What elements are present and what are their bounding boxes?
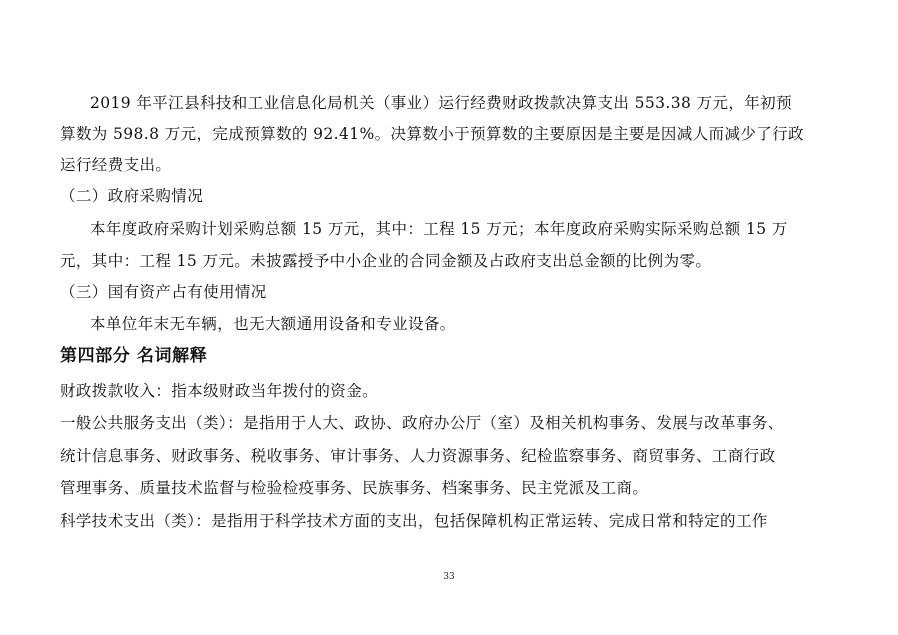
- subheading-government-procurement: （二）政府采购情况: [60, 187, 204, 205]
- part-four-heading: 第四部分 名词解释: [60, 346, 208, 366]
- definition-public-services-line-3: 管理事务、质量技术监督与检验检疫事务、民族事务、档案事务、民主党派及工商。: [60, 479, 649, 497]
- paragraph-2-line-1: 本年度政府采购计划采购总额 15 万元，其中：工程 15 万元；本年度政府采购实际采购总额 15 万: [90, 220, 788, 238]
- paragraph-3-line-1: 本单位年末无车辆，也无大额通用设备和专业设备。: [90, 315, 456, 333]
- definition-public-services-line-1: 一般公共服务支出（类）：是指用于人大、政协、政府办公厅（室）及相关机构事务、发展与改革事务、: [60, 414, 784, 432]
- paragraph-1-line-1: 2019 年平江县科技和工业信息化局机关（事业）运行经费财政拨款决算支出 553.38 万元，年初预: [90, 94, 792, 112]
- paragraph-1-line-3: 运行经费支出。: [60, 156, 172, 174]
- definition-public-services-line-2: 统计信息事务、财政事务、税收事务、审计事务、人力资源事务、纪检监察事务、商贸事务、工商行政: [60, 447, 776, 465]
- page-number: 33: [443, 572, 455, 582]
- definition-science-tech-line-1: 科学技术支出（类）：是指用于科学技术方面的支出，包括保障机构正常运转、完成日常和特定的工作: [60, 512, 768, 530]
- definition-fiscal-appropriation: 财政拨款收入：指本级财政当年拨付的资金。: [60, 382, 379, 400]
- paragraph-1-line-2: 算数为 598.8 万元，完成预算数的 92.41%。决算数小于预算数的主要原因是主要是因减人而减少了行政: [60, 125, 804, 143]
- subheading-state-assets: （三）国有资产占有使用情况: [60, 283, 267, 301]
- paragraph-2-line-2: 元，其中：工程 15 万元。未披露授予中小企业的合同金额及占政府支出总金额的比例为零。: [60, 252, 712, 270]
